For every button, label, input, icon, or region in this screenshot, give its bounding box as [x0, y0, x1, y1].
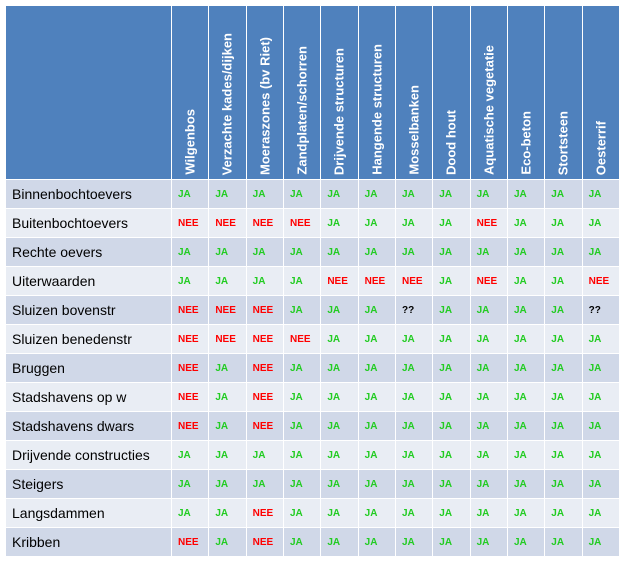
table-cell: NEE [172, 528, 209, 557]
table-cell: JA [321, 412, 358, 441]
table-cell: JA [545, 383, 582, 412]
column-header [507, 6, 544, 180]
table-cell: JA [209, 180, 246, 209]
table-cell: JA [545, 412, 582, 441]
table-cell: JA [545, 354, 582, 383]
header-row [6, 6, 620, 180]
table-cell: JA [209, 267, 246, 296]
table-cell: JA [433, 499, 470, 528]
table-cell: JA [433, 412, 470, 441]
table-row [6, 325, 620, 354]
table-row [6, 296, 620, 325]
column-header [283, 6, 320, 180]
row-label: Stadshavens dwars [6, 412, 172, 441]
row-label: Sluizen bovenstr [6, 296, 172, 325]
column-header-label: Hangende structuren [369, 44, 385, 175]
table-cell: JA [209, 238, 246, 267]
table-cell: JA [172, 470, 209, 499]
table-cell: JA [358, 383, 395, 412]
table-cell: JA [395, 441, 432, 470]
table-cell: JA [582, 383, 619, 412]
table-cell: NEE [582, 267, 619, 296]
table-cell: JA [358, 238, 395, 267]
table-cell: JA [470, 238, 507, 267]
table-header [6, 6, 620, 180]
table-cell: JA [321, 238, 358, 267]
table-cell: JA [545, 209, 582, 238]
column-header-label: Wilgenbos [182, 109, 198, 175]
column-header [470, 6, 507, 180]
table-cell: JA [433, 470, 470, 499]
table-cell: JA [433, 180, 470, 209]
table-cell: JA [582, 238, 619, 267]
table-cell: JA [545, 267, 582, 296]
table-cell: JA [433, 296, 470, 325]
suitability-table-container [5, 5, 619, 569]
column-header-label: Stortsteen [555, 110, 571, 175]
table-cell: JA [507, 209, 544, 238]
table-cell: JA [246, 470, 283, 499]
table-cell: JA [246, 238, 283, 267]
table-cell: NEE [172, 209, 209, 238]
table-cell: JA [358, 296, 395, 325]
table-cell: JA [246, 267, 283, 296]
table-row [6, 383, 620, 412]
table-cell: JA [209, 412, 246, 441]
table-cell: NEE [283, 209, 320, 238]
column-header-label: Drijvende structuren [331, 47, 347, 175]
table-cell: JA [545, 441, 582, 470]
table-row [6, 441, 620, 470]
table-cell: JA [507, 470, 544, 499]
table-cell: JA [395, 325, 432, 354]
table-cell: JA [246, 180, 283, 209]
table-cell: JA [470, 383, 507, 412]
table-cell: JA [507, 267, 544, 296]
table-cell: JA [582, 180, 619, 209]
table-cell: JA [283, 470, 320, 499]
column-header [582, 6, 619, 180]
column-header-label: Zandplaten/schorren [294, 46, 310, 175]
table-cell: JA [321, 383, 358, 412]
table-cell: JA [283, 412, 320, 441]
table-cell: JA [395, 383, 432, 412]
table-cell: JA [582, 441, 619, 470]
table-row [6, 528, 620, 557]
table-cell: JA [358, 528, 395, 557]
table-cell: JA [283, 383, 320, 412]
row-label: Bruggen [6, 354, 172, 383]
column-header [209, 6, 246, 180]
column-header-label: Moeraszones (bv Riet) [257, 37, 273, 175]
table-cell: JA [321, 441, 358, 470]
table-cell: NEE [470, 267, 507, 296]
table-cell: ?? [582, 296, 619, 325]
column-header [172, 6, 209, 180]
table-cell: NEE [470, 209, 507, 238]
table-cell: JA [283, 296, 320, 325]
table-cell: JA [433, 267, 470, 296]
table-cell: JA [172, 267, 209, 296]
table-cell: JA [507, 528, 544, 557]
table-row [6, 180, 620, 209]
table-cell: JA [395, 412, 432, 441]
table-cell: JA [582, 325, 619, 354]
table-cell: JA [582, 354, 619, 383]
table-cell: JA [507, 354, 544, 383]
table-cell: JA [321, 180, 358, 209]
table-cell: NEE [395, 267, 432, 296]
table-cell: NEE [209, 325, 246, 354]
table-cell: JA [470, 528, 507, 557]
table-cell: JA [283, 238, 320, 267]
table-cell: NEE [321, 267, 358, 296]
table-cell: JA [470, 412, 507, 441]
table-cell: ?? [395, 296, 432, 325]
table-cell: JA [358, 209, 395, 238]
table-cell: NEE [172, 412, 209, 441]
row-label: Sluizen benedenstr [6, 325, 172, 354]
table-cell: NEE [209, 296, 246, 325]
table-cell: NEE [246, 412, 283, 441]
table-cell: JA [321, 325, 358, 354]
table-cell: JA [507, 412, 544, 441]
table-body [6, 180, 620, 557]
table-cell: JA [358, 354, 395, 383]
table-cell: JA [470, 180, 507, 209]
table-cell: JA [582, 412, 619, 441]
table-cell: JA [545, 296, 582, 325]
table-cell: NEE [172, 383, 209, 412]
table-cell: JA [507, 383, 544, 412]
table-cell: JA [209, 441, 246, 470]
table-cell: JA [395, 499, 432, 528]
column-header [246, 6, 283, 180]
table-cell: NEE [172, 354, 209, 383]
table-cell: JA [358, 441, 395, 470]
table-cell: JA [582, 528, 619, 557]
table-row [6, 354, 620, 383]
table-cell: JA [395, 470, 432, 499]
table-cell: NEE [246, 209, 283, 238]
table-cell: JA [545, 528, 582, 557]
row-label: Stadshavens op w [6, 383, 172, 412]
table-row [6, 499, 620, 528]
table-cell: JA [283, 528, 320, 557]
table-cell: NEE [172, 296, 209, 325]
table-cell: JA [433, 441, 470, 470]
column-header-label: Aquatische vegetatie [481, 44, 497, 175]
table-cell: JA [321, 499, 358, 528]
row-label: Uiterwaarden [6, 267, 172, 296]
table-cell: JA [283, 180, 320, 209]
table-cell: JA [321, 528, 358, 557]
column-header [358, 6, 395, 180]
table-cell: JA [507, 441, 544, 470]
header-corner [6, 6, 172, 180]
table-cell: JA [433, 325, 470, 354]
table-cell: JA [582, 209, 619, 238]
table-cell: JA [283, 267, 320, 296]
row-label: Drijvende constructies [6, 441, 172, 470]
table-row [6, 412, 620, 441]
table-cell: NEE [246, 383, 283, 412]
column-header-label: Verzachte kades/dijken [219, 32, 235, 175]
table-cell: JA [209, 528, 246, 557]
row-label: Steigers [6, 470, 172, 499]
row-label: Buitenbochtoevers [6, 209, 172, 238]
column-header-label: Mosselbanken [406, 85, 422, 175]
table-cell: NEE [172, 325, 209, 354]
row-label: Rechte oevers [6, 238, 172, 267]
row-label: Langsdammen [6, 499, 172, 528]
table-cell: JA [321, 296, 358, 325]
table-cell: JA [358, 499, 395, 528]
table-cell: JA [507, 499, 544, 528]
table-cell: JA [545, 499, 582, 528]
table-cell: JA [321, 209, 358, 238]
table-cell: JA [507, 180, 544, 209]
table-cell: JA [358, 470, 395, 499]
table-cell: JA [172, 499, 209, 528]
column-header-label: Eco-beton [518, 111, 534, 175]
table-cell: JA [358, 325, 395, 354]
table-cell: JA [321, 354, 358, 383]
table-cell: JA [545, 470, 582, 499]
table-cell: NEE [358, 267, 395, 296]
table-cell: JA [507, 325, 544, 354]
table-cell: JA [209, 354, 246, 383]
table-cell: JA [283, 441, 320, 470]
table-cell: JA [470, 354, 507, 383]
table-cell: JA [395, 209, 432, 238]
table-cell: JA [209, 499, 246, 528]
table-cell: JA [283, 499, 320, 528]
table-cell: JA [209, 383, 246, 412]
table-cell: JA [582, 499, 619, 528]
table-cell: JA [545, 238, 582, 267]
table-cell: JA [321, 470, 358, 499]
table-cell: JA [582, 470, 619, 499]
table-cell: JA [209, 470, 246, 499]
table-cell: JA [470, 441, 507, 470]
table-cell: NEE [246, 325, 283, 354]
table-cell: NEE [246, 354, 283, 383]
table-cell: JA [470, 499, 507, 528]
table-cell: JA [507, 238, 544, 267]
column-header [433, 6, 470, 180]
table-cell: JA [433, 238, 470, 267]
table-cell: JA [433, 209, 470, 238]
column-header [395, 6, 432, 180]
table-cell: JA [395, 354, 432, 383]
row-label: Kribben [6, 528, 172, 557]
suitability-table [5, 5, 620, 557]
table-cell: NEE [246, 296, 283, 325]
table-cell: JA [433, 354, 470, 383]
table-cell: JA [358, 412, 395, 441]
row-label: Binnenbochtoevers [6, 180, 172, 209]
table-cell: JA [507, 296, 544, 325]
table-cell: NEE [246, 499, 283, 528]
column-header [545, 6, 582, 180]
table-cell: JA [172, 180, 209, 209]
table-cell: JA [470, 470, 507, 499]
column-header [321, 6, 358, 180]
column-header-label: Oesterrif [593, 120, 609, 175]
table-row [6, 209, 620, 238]
table-cell: JA [545, 325, 582, 354]
table-cell: JA [395, 180, 432, 209]
table-cell: JA [395, 238, 432, 267]
table-cell: JA [172, 441, 209, 470]
table-cell: NEE [283, 325, 320, 354]
table-cell: JA [433, 528, 470, 557]
table-cell: JA [545, 180, 582, 209]
table-cell: JA [172, 238, 209, 267]
table-cell: JA [395, 528, 432, 557]
table-cell: JA [433, 383, 470, 412]
table-row [6, 238, 620, 267]
table-cell: JA [358, 180, 395, 209]
column-header-label: Dood hout [443, 110, 459, 175]
table-cell: NEE [246, 528, 283, 557]
table-row [6, 470, 620, 499]
table-row [6, 267, 620, 296]
table-cell: NEE [209, 209, 246, 238]
table-cell: JA [283, 354, 320, 383]
table-cell: JA [246, 441, 283, 470]
table-cell: JA [470, 325, 507, 354]
table-cell: JA [470, 296, 507, 325]
